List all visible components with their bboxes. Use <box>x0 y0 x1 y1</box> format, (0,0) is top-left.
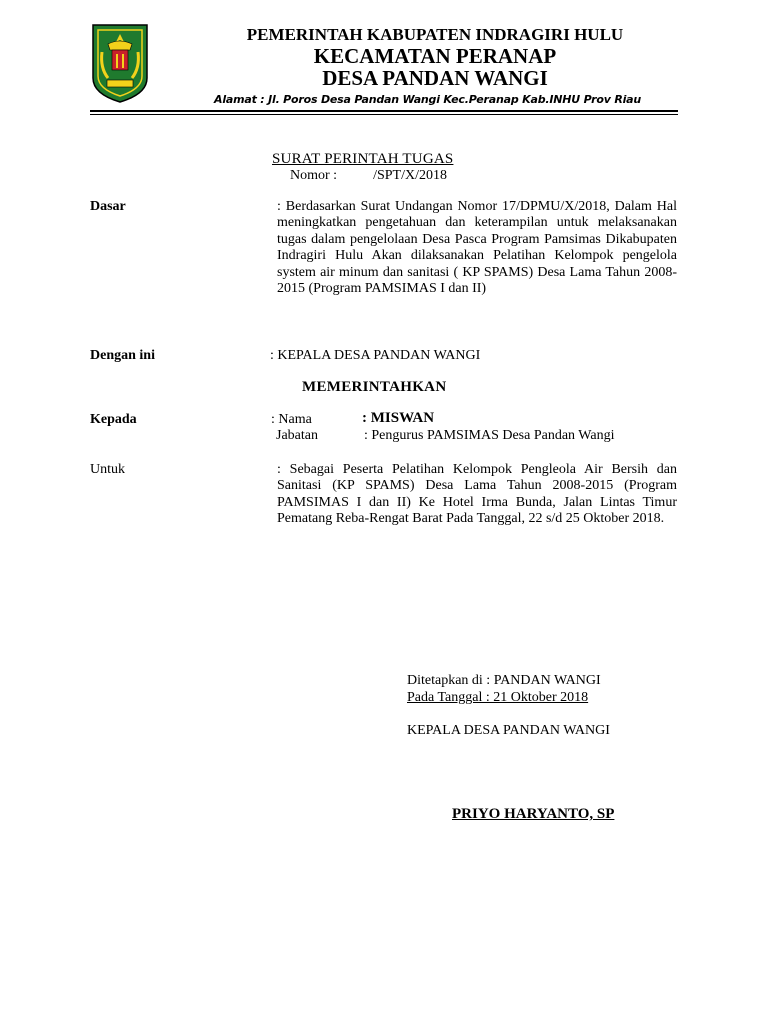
letterhead-divider-thin <box>90 114 678 115</box>
letterhead-government: PEMERINTAH KABUPATEN INDRAGIRI HULU <box>246 25 624 44</box>
untuk-label: Untuk <box>90 462 125 477</box>
letterhead-village: DESA PANDAN WANGI <box>322 66 548 90</box>
kepada-nama-value: : MISWAN <box>362 410 435 426</box>
kepada-label: Kepada <box>90 412 137 427</box>
letterhead-divider-thick <box>90 110 678 112</box>
dengan-ini-text: : KEPALA DESA PANDAN WANGI <box>270 348 481 363</box>
untuk-text: : Sebagai Peserta Pelatihan Kelompok Pengleola Air Bersih dan Sanitasi (KP SPAMS) Desa Lama Tahun 2008-2015 (Program PAMSIMAS I dan II) Ke Hotel Irma Bunda, Jalan Lintas Timur Pematang Reba-Rengat Barat Pada Tanggal, 22 s/d 25 Oktober 2018. <box>277 462 677 527</box>
signatory-name: PRIYO HARYANTO, SP <box>452 806 615 822</box>
dasar-text: : Berdasarkan Surat Undangan Nomor 17/DPMU/X/2018, Dalam Hal meningkatkan pengetahuan dan keterampilan untuk melaksanakan tugas dalam pengelolaan Desa Pasca Program Pamsimas Dikabupaten Indragiri Hulu Akan dilaksanakan Pelatihan Kelompok pengelola system air minum dan sanitasi ( KP SPAMS) Desa Lama Tahun 2008-2015 (Program PAMSIMAS I dan II) <box>277 199 677 297</box>
regency-coat-of-arms-icon <box>90 22 150 104</box>
signature-date: Pada Tanggal : 21 Oktober 2018 <box>407 690 589 705</box>
dasar-label: Dasar <box>90 199 126 214</box>
kepada-jabatan-value: : Pengurus PAMSIMAS Desa Pandan Wangi <box>364 428 615 443</box>
document-number-label: Nomor : <box>290 168 338 183</box>
document-number-value: /SPT/X/2018 <box>373 168 447 183</box>
letterhead-address: Alamat : Jl. Poros Desa Pandan Wangi Kec.Peranap Kab.INHU Prov Riau <box>214 93 642 106</box>
document-number <box>290 168 447 184</box>
signature-title: KEPALA DESA PANDAN WANGI <box>407 723 610 738</box>
kepada-nama-label: : Nama <box>271 412 312 427</box>
dengan-ini-label: Dengan ini <box>90 348 155 363</box>
command-heading: MEMERINTAHKAN <box>302 379 447 395</box>
letterhead-district: KECAMATAN PERANAP <box>313 44 557 68</box>
document-title: SURAT PERINTAH TUGAS <box>272 151 454 167</box>
signature-place: Ditetapkan di : PANDAN WANGI <box>407 673 601 688</box>
kepada-jabatan-label: Jabatan <box>276 428 318 443</box>
